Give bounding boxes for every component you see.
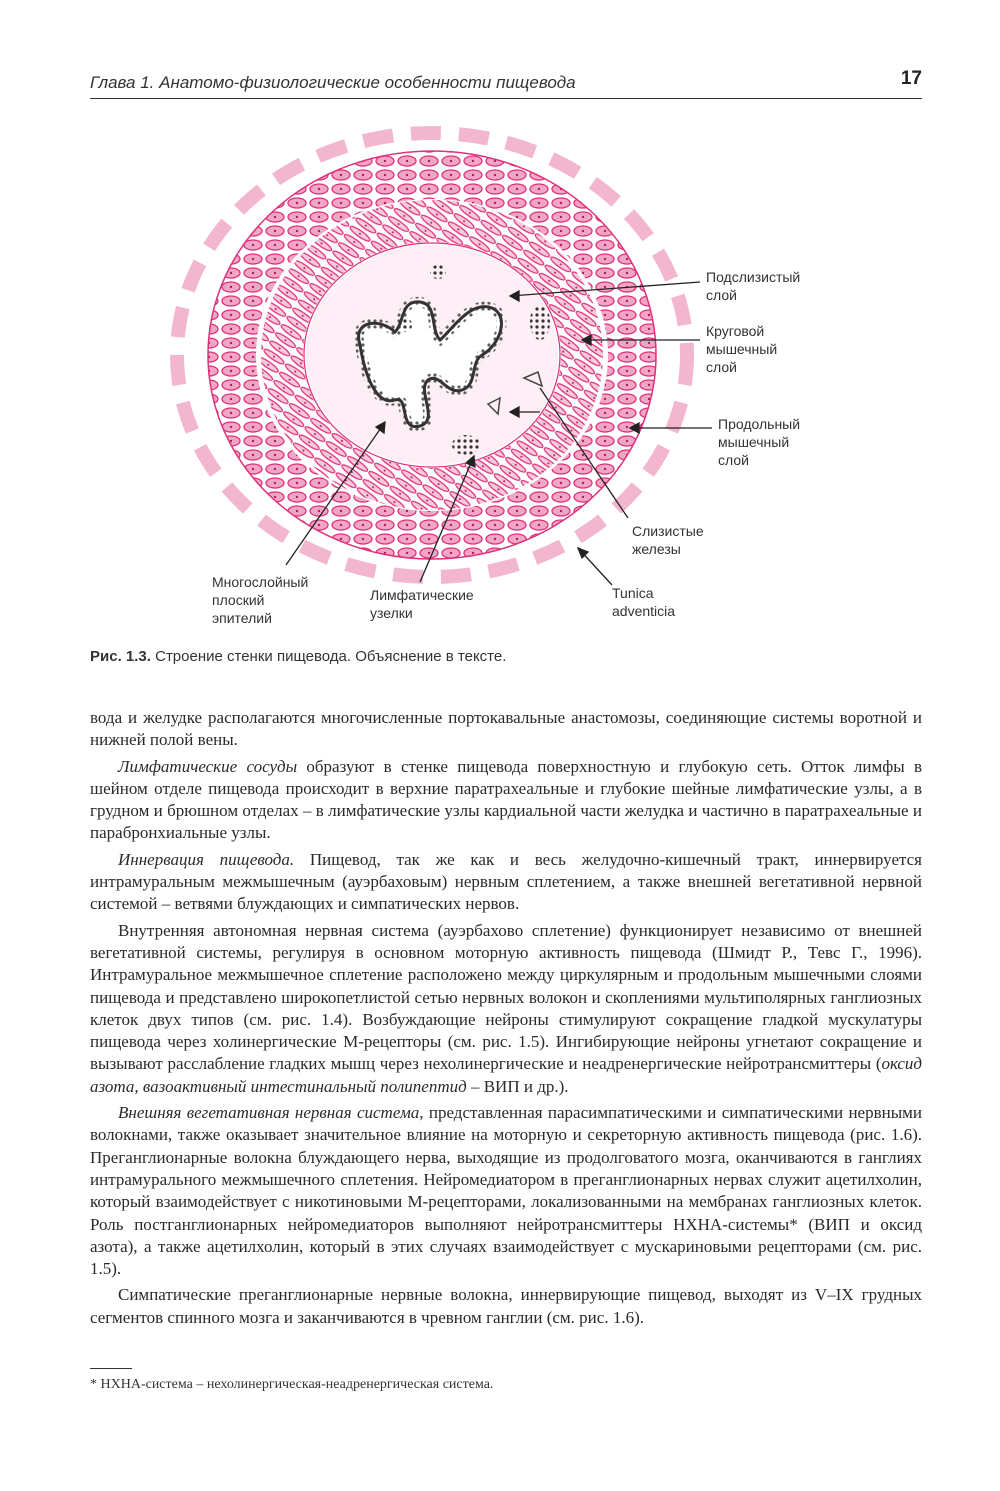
- term-external-nervous-system: Внешняя вегетативная нервная система: [118, 1103, 420, 1123]
- paragraph-5: Внешняя вегетативная нервная система, представленная парасимпатическими и симпатическими нервными волокнами, также оказывает значительное влияние на моторную и секреторную активность пищевода (рис. 1.6). Преганглионарные волокна блуждающего нерва, выходящие из продолговатого мозга, оканчиваются в ганглиях интрамурального межмышечного сплетения. Нейромедиатором в преганглионарных нервах служит ацетилхолин, который взаимодействует с никотиновыми М-рецепторами, локализованными на мембранах ганглиозных клеток. Роль постганглионарных нейромедиаторов выполняют нейротрансмиттеры НХНА-системы* (ВИП и оксид азота), а также ацетилхолин, который в этих случаях взаимодействует с мускариновыми рецепторами (см. рис. 1.5).: [90, 1103, 922, 1279]
- figure-caption: [90, 648, 922, 665]
- paragraph-6: Симпатические преганглионарные нервные волокна, иннервирующие пищевод, выходят из V–IX грудных сегментов спинного мозга и заканчиваются в чревном ганглии (см. рис. 1.6).: [90, 1285, 922, 1327]
- label-lymphatic-nodules: Лимфатические узелки: [370, 587, 474, 621]
- page-number: 17: [900, 68, 922, 89]
- esophagus-wall-figure: [0, 0, 1000, 640]
- paragraph-3: Иннервация пищевода. Пищевод, так же как и весь желудочно-кишечный тракт, иннервируется интрамуральным межмышечным (ауэрбаховым) нервным сплетением, а также внешней вегетативной нервной системой – ветвями блуждающих и симпатических нервов.: [90, 849, 923, 914]
- term-lymph-vessels: Лимфатические сосуды: [118, 756, 298, 776]
- paragraph-1: вода и желудке располагаются многочисленные портокавальные анастомозы, соединяющие системы воротной и нижней полой вены.: [90, 708, 922, 750]
- label-circular-muscle: Круговой мышечный слой: [706, 323, 778, 375]
- label-adventitia: Tunica adventicia: [612, 585, 676, 619]
- lymphatic-nodule: [430, 265, 446, 279]
- label-submucosa: Подслизистый слой: [706, 269, 801, 303]
- paragraph-2: Лимфатические сосуды образуют в стенке пищевода поверхностную и глубокую сеть. Отток лимфы в шейном отделе пищевода происходит в верхние паратрахеальные и глубокие шейные лимфатические узлы, а в грудном и брюшном отделах – в лимфатические узлы кардиальной части желудка и частично в паратрахеальные и парабронхиальные узлы.: [90, 756, 922, 843]
- label-longitudinal-muscle: Продольный мышечный слой: [718, 416, 801, 468]
- footnote: * НХНА-система – нехолинергическая-неадренергическая система.: [90, 1377, 494, 1392]
- label-epithelium: Многослойный плоский эпителий: [212, 574, 309, 626]
- chapter-title: Глава 1. Анатомо-физиологические особенности пищевода: [90, 73, 576, 92]
- lymphatic-nodule: [398, 318, 412, 332]
- term-innervation: Иннервация пищевода.: [118, 849, 295, 869]
- paragraph-4: Внутренняя автономная нервная система (ауэрбахово сплетение) функционирует независимо от внешней вегетативной системы, регулируя в основном моторную активность пищевода (Шмидт Р., Тевс Г., 1996). Интрамуральное межмышечное сплетение расположено между циркулярным и продольным мышечными слоями пищевода и представлено широкопетлистой сетью нервных волокон и скоплениями мультиполярных ганглиозных клеток двух типов (см. рис. 1.4). Возбуждающие нейроны стимулируют сокращение гладкой мускулатуры пищевода через холинергические М-рецепторы (см. рис. 1.5). Ингибирующие нейроны угнетают сокращение и вызывают расслабление гладких мышц через нехолинергические и неадренергические нейротрансмиттеры (оксид азота, вазоактивный интестинальный полипептид – ВИП и др.).: [90, 920, 922, 1096]
- label-mucous-glands: Слизистые железы: [632, 523, 704, 557]
- caption-text: Строение стенки пищевода. Объяснение в тексте.: [150, 648, 507, 665]
- body-text: [90, 707, 922, 1329]
- lymphatic-nodule: [530, 304, 550, 340]
- esophagus-cross-section-illustration: [0, 0, 1000, 640]
- caption-label: Рис. 1.3.: [90, 648, 151, 665]
- footnote-rule: [90, 1368, 132, 1369]
- lymphatic-nodule: [452, 435, 480, 455]
